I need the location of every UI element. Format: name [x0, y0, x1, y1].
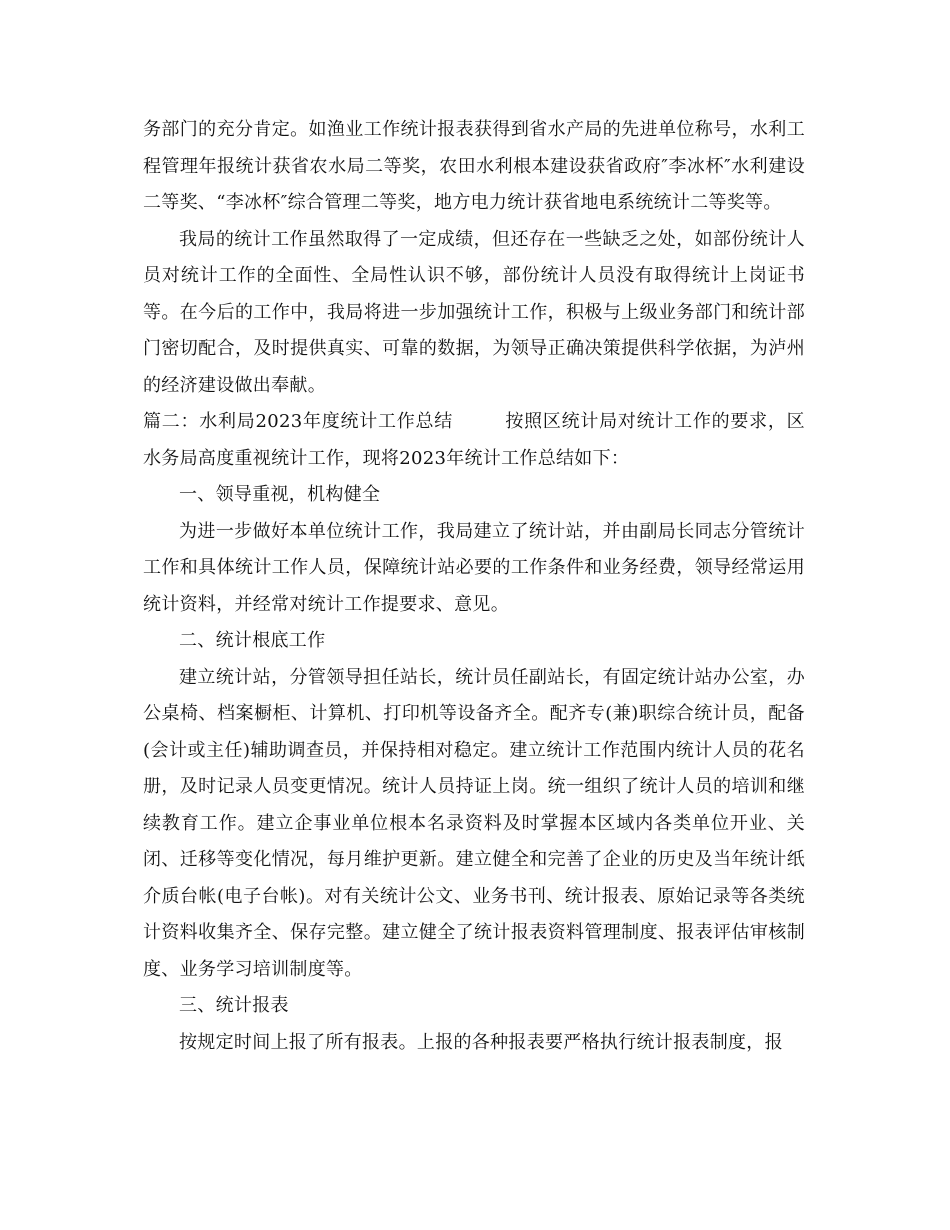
document-body [143, 112, 805, 1061]
heading-reports: 三、统计报表 [179, 995, 289, 1016]
section-two-intro-text: 按照区统计局对统计工作的要求，区水务局高度重视统计工作，现将2023年统计工作总结如下： [143, 411, 805, 469]
heading-basic-work: 二、统计根底工作 [179, 630, 326, 651]
section-two-intro [143, 404, 805, 477]
paragraph-basic-work: 建立统计站，分管领导担任站长，统计员任副站长，有固定统计站办公室，办公桌椅、档案橱柜、计算机、打印机等设备齐全。配齐专(兼)职综合统计员，配备(会计或主任)辅助调查员，并保持相对稳定。建立统计工作范围内统计人员的花名册，及时记录人员变更情况。统计人员持证上岗。统一组织了统计人员的培训和继续教育工作。建立企事业单位根本名录资料及时掌握本区域内各类单位开业、关闭、迁移等变化情况，每月维护更新。建立健全和完善了企业的历史及当年统计纸介质台帐(电子台帐)。对有关统计公文、业务书刊、统计报表、原始记录等各类统计资料收集齐全、保存完整。建立健全了统计报表资料管理制度、报表评估审核制度、业务学习培训制度等。 [143, 666, 805, 980]
paragraph-reports: 按规定时间上报了所有报表。上报的各种报表要严格执行统计报表制度，报 [179, 1031, 783, 1053]
heading-leadership: 一、领导重视，机构健全 [179, 484, 381, 505]
section-two-title: 篇二：水利局2023年度统计工作总结 [143, 411, 453, 432]
paragraph-leadership: 为进一步做好本单位统计工作，我局建立了统计站，并由副局长同志分管统计工作和具体统计工作人员，保障统计站必要的工作条件和业务经费，领导经常运用统计资料，并经常对统计工作提要求、意见。 [143, 520, 805, 615]
paragraph-shortcomings: 我局的统计工作虽然取得了一定成绩，但还存在一些缺乏之处，如部份统计人员对统计工作的全面性、全局性认识不够，部份统计人员没有取得统计上岗证书等。在今后的工作中，我局将进一步加强统计工作，积极与上级业务部门和统计部门密切配合，及时提供真实、可靠的数据，为领导正确决策提供科学依据，为泸州的经济建设做出奉献。 [143, 228, 805, 396]
paragraph-awards: 务部门的充分肯定。如渔业工作统计报表获得到省水产局的先进单位称号，水利工程管理年报统计获省农水局二等奖，农田水利根本建设获省政府″李冰杯″水利建设二等奖、“李冰杯″综合管理二等奖，地方电力统计获省地电系统统计二等奖等。 [143, 119, 805, 213]
